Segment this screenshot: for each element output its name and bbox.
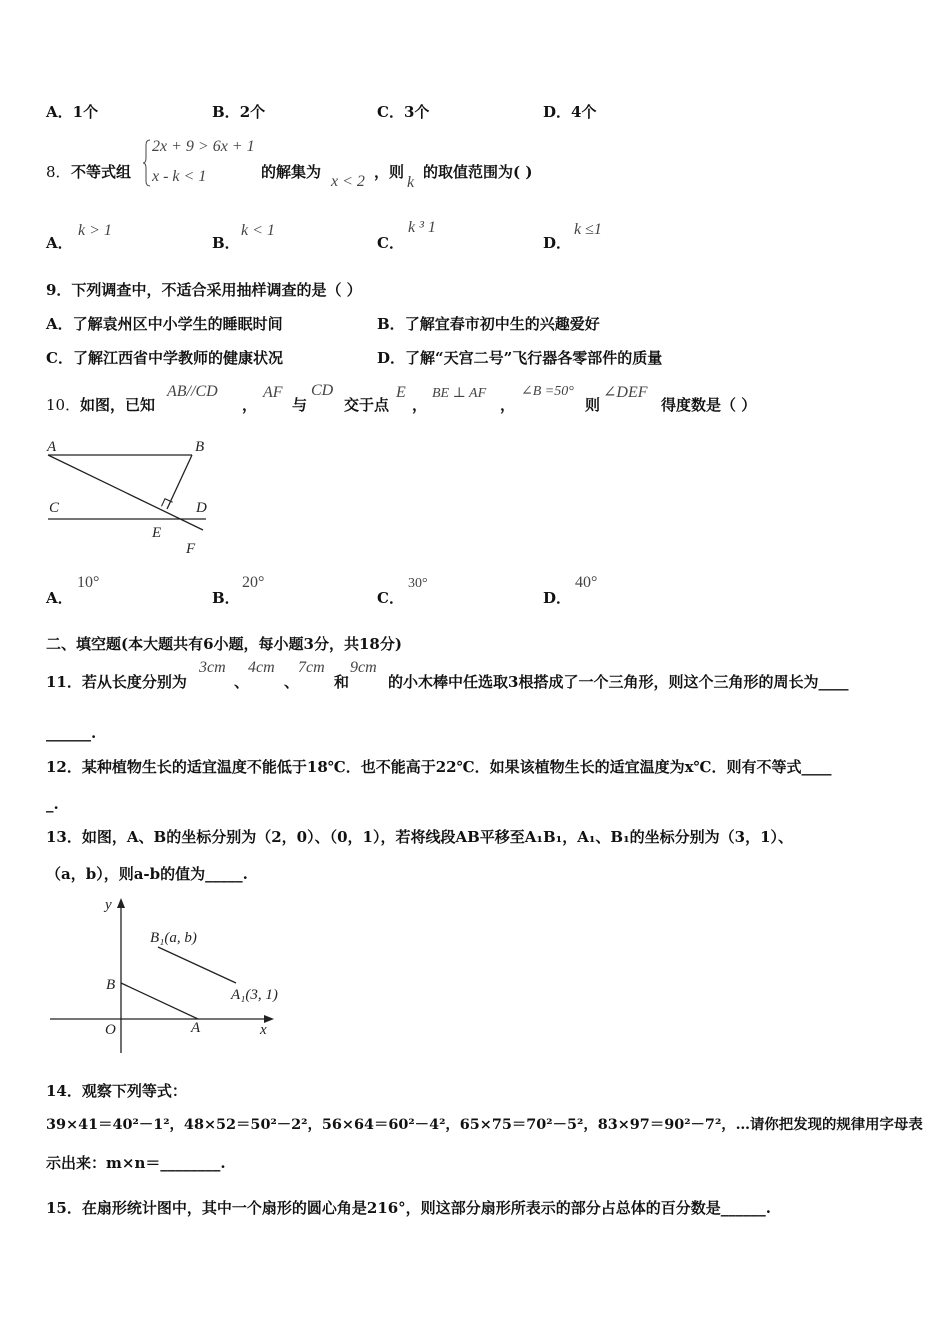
q15-text: 15．在扇形统计图中，其中一个扇形的圆心角是216°，则这部分扇形所表示的部分占总体的百分数是______. (46, 1199, 771, 1217)
q14-text-1: 14．观察下列等式： (46, 1082, 187, 1100)
q10-label-f: F (186, 541, 196, 557)
q11-sep-3: 和 (334, 673, 350, 691)
q8-option-c-expr: k ³ 1 (408, 219, 436, 236)
q13-label-a1: A₁(3, 1) (231, 987, 278, 1003)
q10-label-c: C (49, 500, 60, 516)
q11-sep-2: 、 (284, 673, 300, 691)
q10-label-a: A (47, 439, 57, 455)
q11-math-9cm: 9cm (350, 659, 377, 676)
q10-sep-4: ， (412, 396, 428, 414)
q11-blank-line: ______. (46, 724, 97, 742)
q13-label-a: A (191, 1020, 201, 1036)
q14-text-3: 示出来：m×n＝________. (46, 1154, 226, 1172)
q13-text-2: （a，b），则a-b的值为_____. (46, 865, 248, 883)
q10-math-angle-def: ∠DEF (603, 384, 648, 401)
section-2-heading: 二、填空题(本大题共有6小题，每小题3分，共18分) (46, 635, 402, 653)
q13-label-b1: B₁(a, b) (150, 930, 197, 946)
q10-option-c-value: 30° (408, 576, 428, 591)
q10-math-ab-cd: AB//CD (167, 383, 218, 400)
q10-option-c-letter: C． (377, 589, 404, 607)
q10-math-perp: BE ⊥ AF (432, 386, 487, 401)
q9-stem: 9．下列调查中，不适合采用抽样调查的是（ ） (46, 281, 362, 299)
q8-option-b-letter: B． (212, 234, 240, 252)
q13-label-b: B (106, 977, 116, 993)
q11-text-1: 11．若从长度分别为 (46, 673, 187, 691)
q8-intro: 不等式组 (71, 163, 132, 181)
q10-text-end: 得度数是（ ） (661, 396, 757, 414)
q9-option-d: D．了解“天宫二号”飞行器各零部件的质量 (377, 349, 663, 367)
q10-label-d: D (196, 500, 207, 516)
q10-option-d-letter: D． (543, 589, 572, 607)
q8-mid: 的解集为 (261, 163, 322, 181)
q10-number: 10． (46, 396, 81, 414)
q8-number: 8． (46, 163, 71, 181)
q10-math-af: AF (263, 384, 283, 401)
q7-option-a: A．1个 (46, 103, 99, 121)
q8-brace (143, 139, 151, 187)
q10-math-angle-b: ∠B =50° (521, 384, 574, 399)
q10-sep-3: 交于点 (344, 396, 390, 414)
q9-option-b: B．了解宜春市初中生的兴趣爱好 (377, 315, 600, 333)
q8-var: k (407, 174, 415, 191)
q8-then: ，则 (374, 163, 405, 181)
q8-system-line1: 2x + 9 > 6x + 1 (152, 138, 255, 155)
q8-end: 的取值范围为( ) (423, 163, 533, 181)
q8-option-b-expr: k < 1 (241, 222, 275, 239)
q10-option-d-value: 40° (575, 574, 598, 591)
q13-segment-ab (121, 983, 198, 1019)
q10-option-b-letter: B． (212, 589, 240, 607)
q12-text: 12．某种植物生长的适宜温度不能低于18℃．也不能高于22℃．如果该植物生长的适宜温度为x℃．则有不等式____ (46, 758, 832, 776)
q11-math-3cm: 3cm (199, 659, 226, 676)
q8-option-d-letter: D． (543, 234, 572, 252)
q13-label-y: y (105, 897, 112, 913)
q9-option-c: C．了解江西省中学教师的健康状况 (46, 349, 283, 367)
q13-label-o: O (105, 1022, 116, 1038)
q8-option-d-expr: k ≤1 (574, 221, 602, 238)
q10-label-e: E (152, 525, 162, 541)
q8-option-a-expr: k > 1 (78, 222, 112, 239)
q13-label-x: x (260, 1022, 267, 1038)
q10-sep-6: 则 (585, 396, 601, 414)
q10-label-b: B (195, 439, 205, 455)
q7-option-b: B．2个 (212, 103, 266, 121)
q13-segment-a1b1 (158, 947, 236, 983)
q10-option-b-value: 20° (242, 574, 265, 591)
q11-math-4cm: 4cm (248, 659, 275, 676)
q10-sep-1: ， (242, 396, 258, 414)
q8-option-c-letter: C． (377, 234, 404, 252)
q10-math-e: E (396, 384, 406, 401)
q10-option-a-letter: A． (46, 589, 73, 607)
q7-option-c: C．3个 (377, 103, 430, 121)
q8-solution: x < 2 (331, 173, 365, 190)
q13-text-1: 13．如图，A、B的坐标分别为（2，0）、（0，1），若将线段AB平移至A₁B₁，A₁、B₁的坐标分别为（3，1）、 (46, 828, 794, 846)
q8-system-line2: x - k < 1 (152, 168, 207, 185)
q9-option-a: A．了解袁州区中小学生的睡眠时间 (46, 315, 283, 333)
q10-math-cd: CD (311, 382, 334, 399)
q10-option-a-value: 10° (77, 574, 100, 591)
q11-math-7cm: 7cm (298, 659, 325, 676)
q11-text-2: 的小木棒中任选取3根搭成了一个三角形，则这个三角形的周长为____ (388, 673, 849, 691)
q7-option-d: D．4个 (543, 103, 597, 121)
q13-y-arrow (117, 898, 125, 908)
q10-sep-2: 与 (292, 396, 308, 414)
q10-text-1: 如图，已知 (80, 396, 156, 414)
q12-blank-line: _. (46, 795, 59, 813)
q14-equations: 39×41＝40²－1²，48×52＝50²－2²，56×64＝60²－4²，65×75＝70²－5²，83×97＝90²－7²，…请你把发现的规律用字母表 (46, 1116, 923, 1133)
q10-sep-5: ， (500, 396, 516, 414)
q8-option-a-letter: A． (46, 234, 73, 252)
q13-figure (40, 893, 300, 1061)
q11-sep-1: 、 (234, 673, 250, 691)
q10-figure (40, 430, 220, 558)
